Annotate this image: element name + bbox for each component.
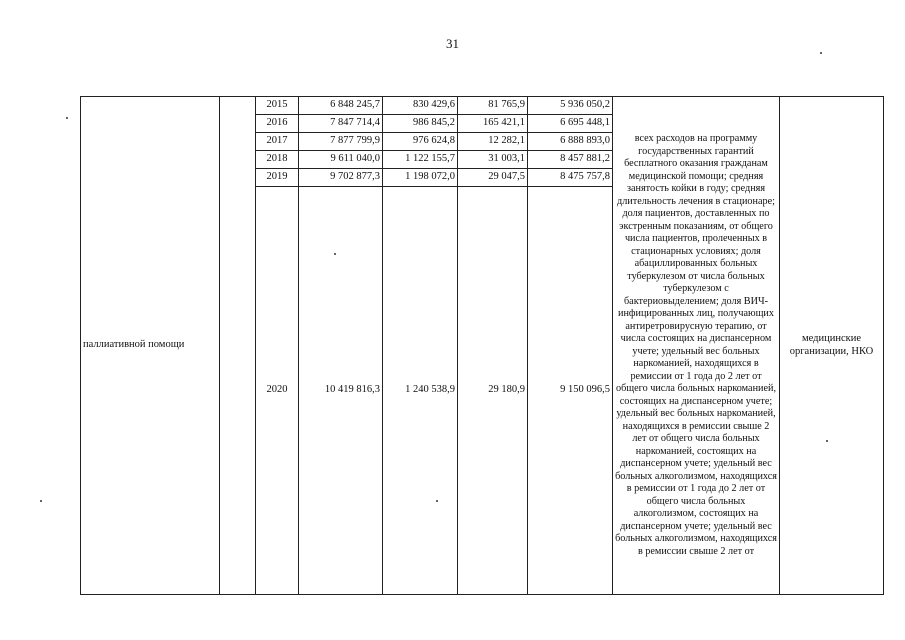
value-cell-1: 976 624,8 xyxy=(383,133,458,151)
total-cell: 6 848 245,7 xyxy=(299,97,383,115)
value-cell-2: 165 421,1 xyxy=(458,115,528,133)
value-cell-3: 6 695 448,1 xyxy=(528,115,613,133)
value-cell-2: 81 765,9 xyxy=(458,97,528,115)
value-cell-3: 8 457 881,2 xyxy=(528,151,613,169)
year-cell: 2016 xyxy=(256,115,299,133)
table-row-2015 xyxy=(81,97,884,115)
scan-speck xyxy=(40,500,42,502)
value-cell-3: 5 936 050,2 xyxy=(528,97,613,115)
value-cell-2: 31 003,1 xyxy=(458,151,528,169)
value-cell-3: 8 475 757,8 xyxy=(528,169,613,187)
year-cell: 2018 xyxy=(256,151,299,169)
executors-cell: медицинские организации, НКО xyxy=(780,97,884,595)
total-cell: 7 847 714,4 xyxy=(299,115,383,133)
program-funding-table xyxy=(80,96,884,595)
empty-cell xyxy=(220,97,256,595)
program-name-cell: паллиативной помощи xyxy=(81,97,220,595)
value-cell-2: 29 180,9 xyxy=(458,187,528,595)
value-cell-3: 9 150 096,5 xyxy=(528,187,613,595)
total-cell: 9 702 877,3 xyxy=(299,169,383,187)
value-cell-1: 1 122 155,7 xyxy=(383,151,458,169)
value-cell-2: 12 282,1 xyxy=(458,133,528,151)
total-cell: 7 877 799,9 xyxy=(299,133,383,151)
year-cell: 2019 xyxy=(256,169,299,187)
scan-speck xyxy=(820,52,822,54)
value-cell-2: 29 047,5 xyxy=(458,169,528,187)
scan-speck xyxy=(436,500,438,502)
value-cell-1: 830 429,6 xyxy=(383,97,458,115)
value-cell-1: 1 198 072,0 xyxy=(383,169,458,187)
total-cell: 9 611 040,0 xyxy=(299,151,383,169)
total-cell: 10 419 816,3 xyxy=(299,187,383,595)
scan-speck xyxy=(334,253,336,255)
year-cell: 2015 xyxy=(256,97,299,115)
value-cell-1: 986 845,2 xyxy=(383,115,458,133)
year-cell: 2020 xyxy=(256,187,299,595)
indicators-cell: всех расходов на программу государственных гарантий бесплатного оказания гражданам медицинской помощи; средняя занятость койки в году; средняя длительность лечения в стационаре; доля пациентов, доставленных по экстренным показаниям, от общего числа пациентов, пролеченных в стационарных условиях; доля абациллированных больных туберкулезом от числа больных туберкулезом с бактериовыделением; доля ВИЧ-инфицированных лиц, получающих антиретровирусную терапию, от числа состоящих на диспансерном учете; удельный вес больных наркоманией, находящихся в ремиссии от 1 года до 2 лет от общего числа больных наркоманией, состоящих на диспансерном учете; удельный вес больных наркоманией, находящихся в ремиссии свыше 2 лет от общего числа больных наркоманией, состоящих на диспансерном учете; удельный вес больных алкоголизмом, находящихся в ремиссии от 1 года до 2 лет от общего числа больных алкоголизмом, состоящих на диспансерном учете; удельный вес больных алкоголизмом, находящихся в ремиссии свыше 2 лет от xyxy=(613,97,780,595)
scan-speck xyxy=(826,440,828,442)
scan-speck xyxy=(66,117,68,119)
value-cell-3: 6 888 893,0 xyxy=(528,133,613,151)
page-number: 31 xyxy=(446,36,459,51)
year-cell: 2017 xyxy=(256,133,299,151)
value-cell-1: 1 240 538,9 xyxy=(383,187,458,595)
